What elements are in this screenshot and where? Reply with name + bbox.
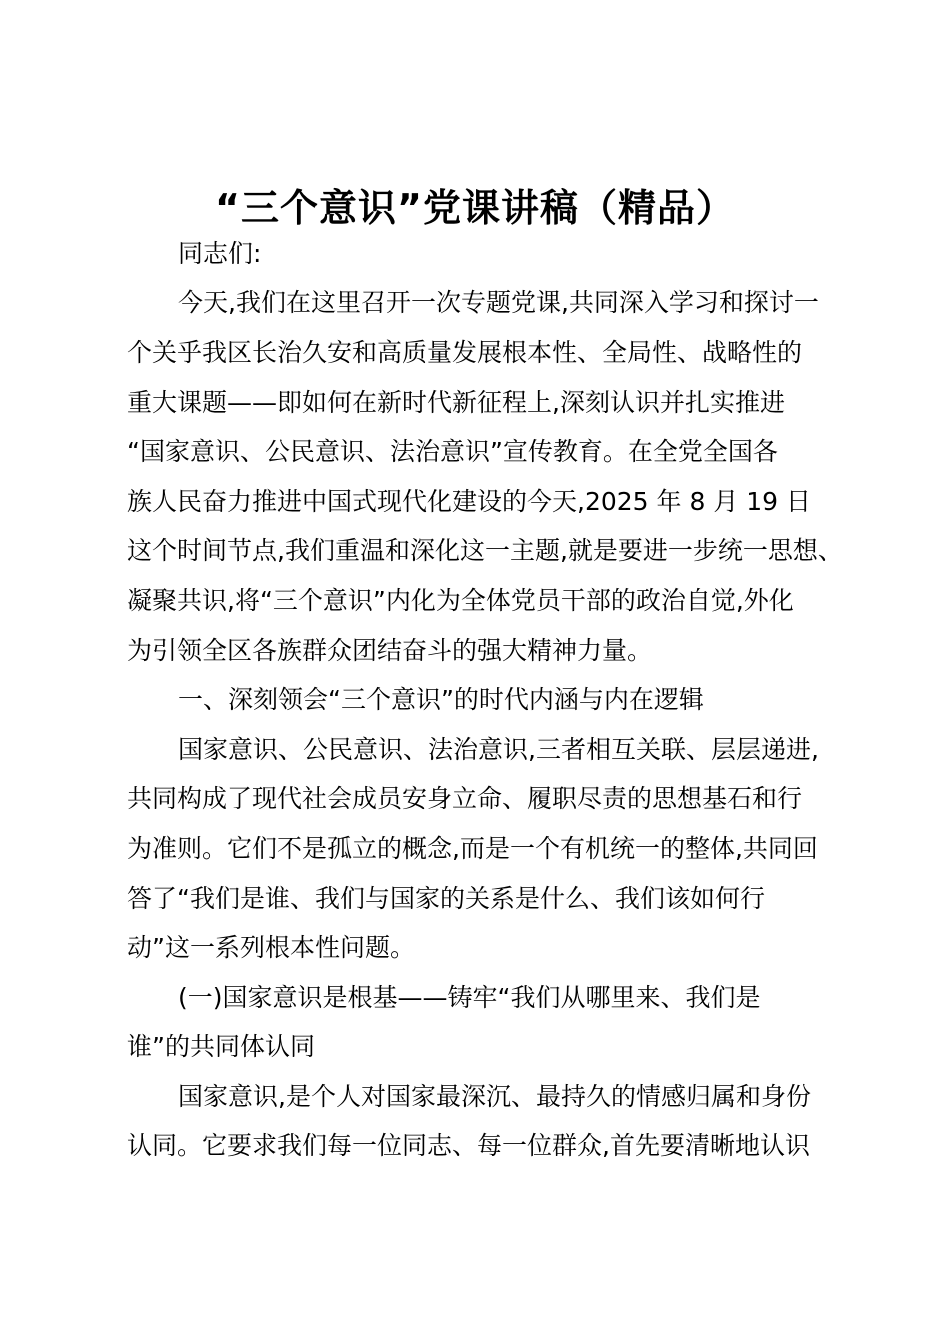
paragraph-line: 国家意识,是个人对国家最深沉、最持久的情感归属和身份 xyxy=(178,1082,811,1111)
paragraph-line: 今天,我们在这里召开一次专题党课,共同深入学习和探讨一 xyxy=(178,288,819,317)
paragraph-line: 个关乎我区长治久安和高质量发展根本性、全局性、战略性的 xyxy=(127,338,803,367)
paragraph-line: 重大课题——即如何在新时代新征程上,深刻认识并扎实推进 xyxy=(127,388,785,417)
subsection-heading-continued: 谁”的共同体认同 xyxy=(127,1032,315,1061)
document-title: “三个意识”党课讲稿（精品） xyxy=(215,186,735,230)
subsection-heading: (一)国家意识是根基——铸牢“我们从哪里来、我们是 xyxy=(178,983,761,1012)
paragraph-line: 动”这一系列根本性问题。 xyxy=(127,933,415,962)
paragraph-line: 认同。它要求我们每一位同志、每一位群众,首先要清晰地认识 xyxy=(127,1131,810,1160)
paragraph-line: 为准则。它们不是孤立的概念,而是一个有机统一的整体,共同回 xyxy=(127,834,818,863)
paragraph-line: 这个时间节点,我们重温和深化这一主题,就是要进一步统一思想、 xyxy=(127,536,843,565)
paragraph-line: 国家意识、公民意识、法治意识,三者相互关联、层层递进, xyxy=(178,735,819,764)
paragraph-line: 共同构成了现代社会成员安身立命、履职尽责的思想基石和行 xyxy=(127,784,803,813)
salutation: 同志们: xyxy=(178,239,262,268)
section-heading: 一、深刻领会“三个意识”的时代内涵与内在逻辑 xyxy=(178,685,704,714)
paragraph-line: 为引领全区各族群众团结奋斗的强大精神力量。 xyxy=(127,636,653,665)
paragraph-line: “国家意识、公民意识、法治意识”宣传教育。在全党全国各 xyxy=(127,437,778,466)
paragraph-line: 族人民奋力推进中国式现代化建设的今天,2025 年 8 月 19 日 xyxy=(127,487,812,516)
paragraph-line: 凝聚共识,将“三个意识”内化为全体党员干部的政治自觉,外化 xyxy=(127,586,794,615)
paragraph-line: 答了“我们是谁、我们与国家的关系是什么、我们该如何行 xyxy=(127,884,765,913)
